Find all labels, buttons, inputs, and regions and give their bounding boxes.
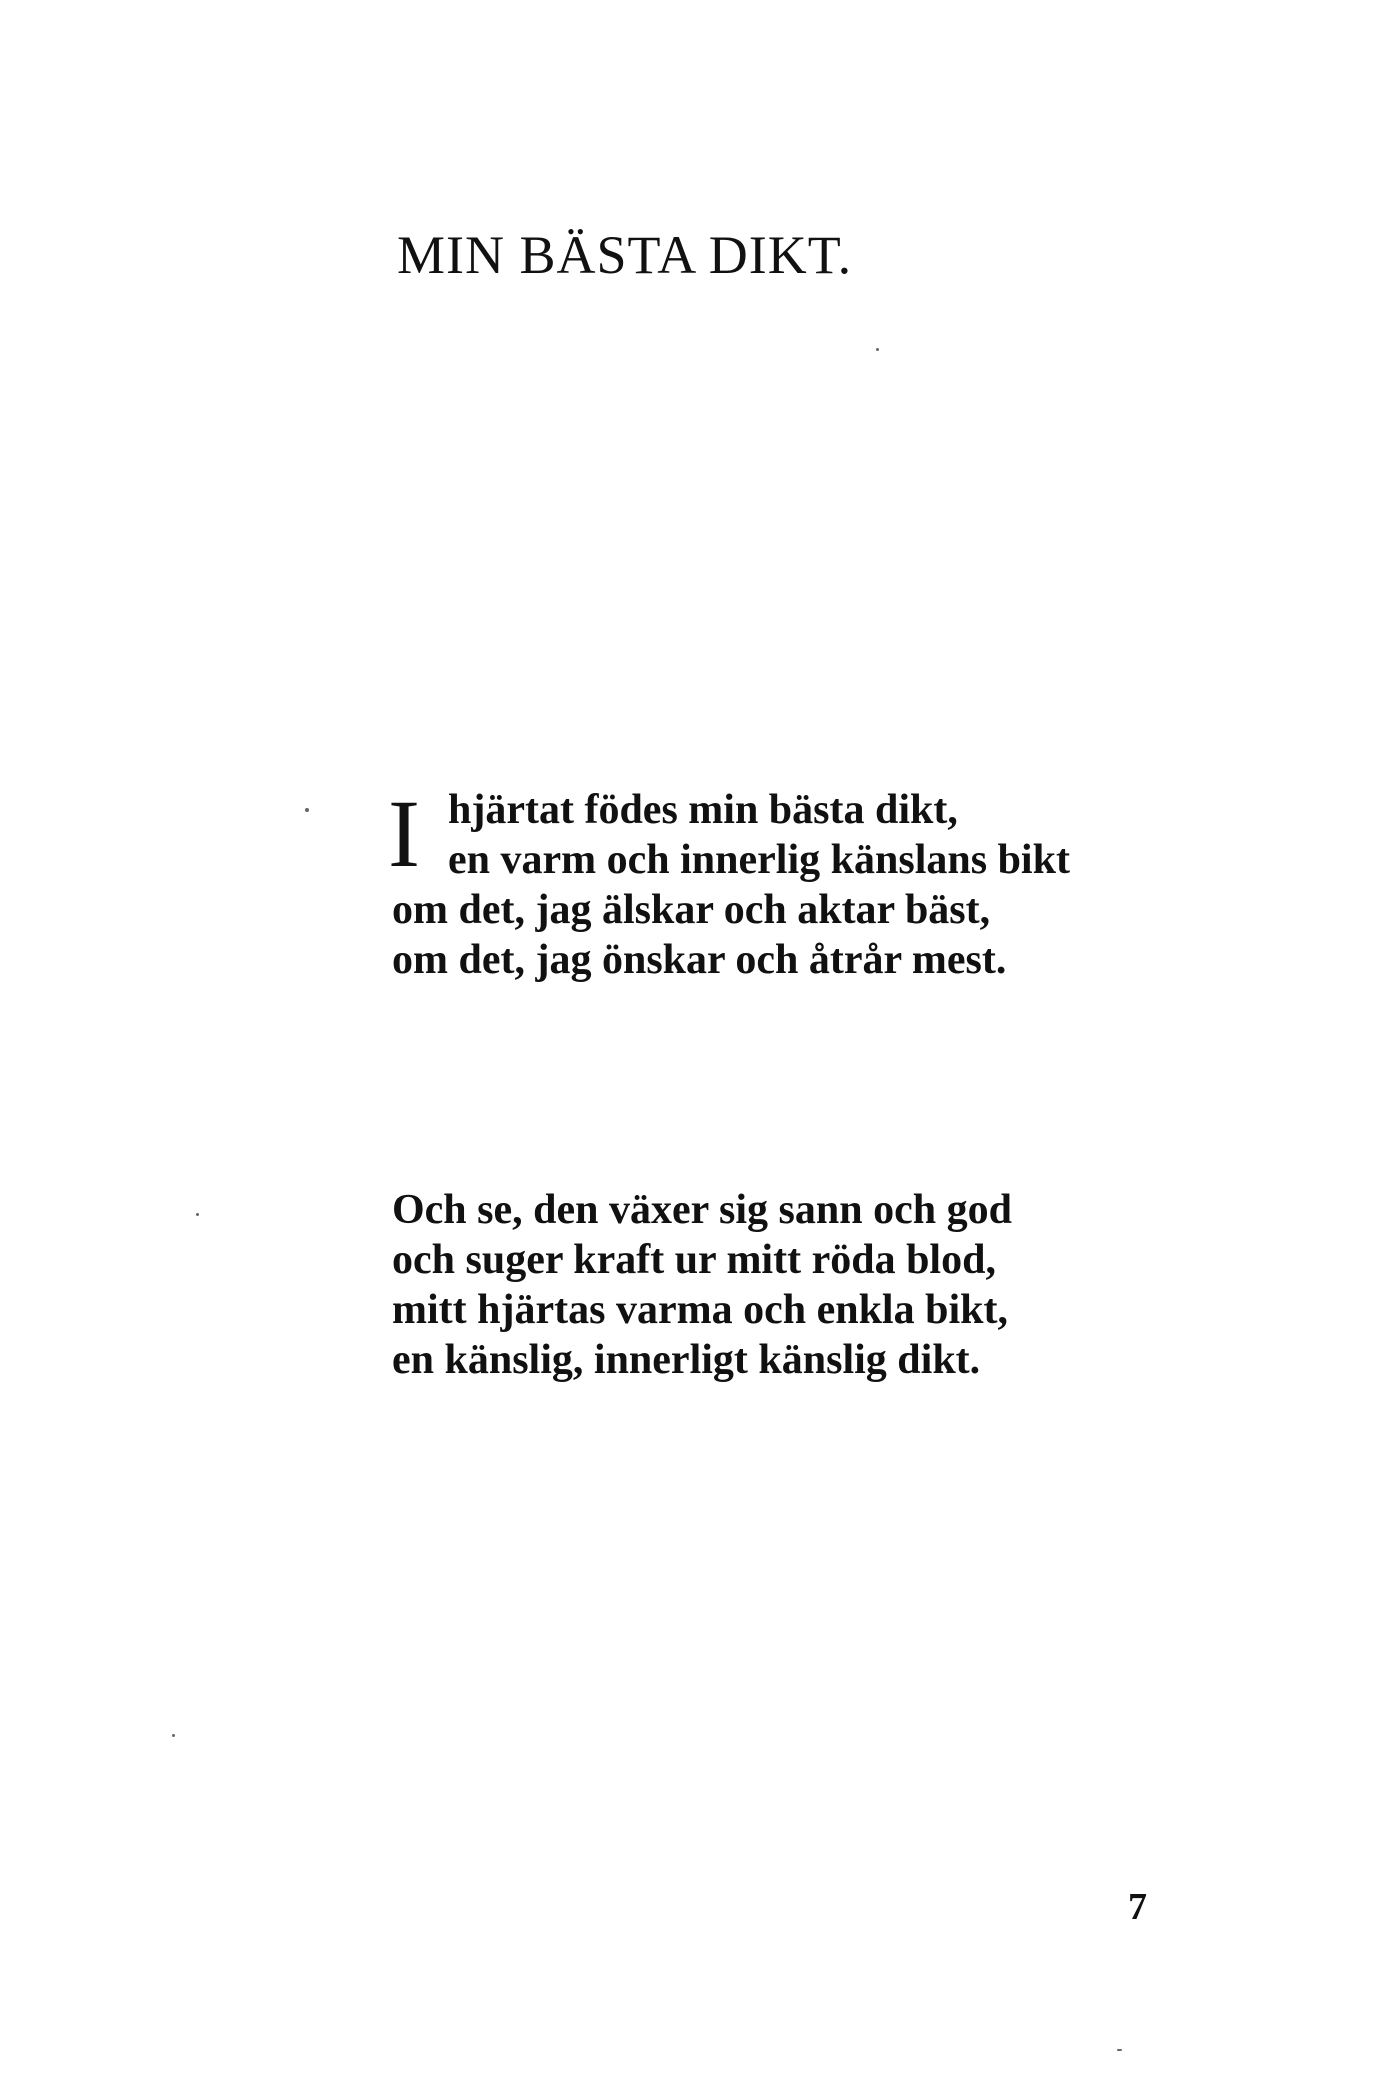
scan-speck: [172, 1734, 175, 1737]
drop-cap-letter: I: [388, 780, 420, 887]
poem-line: mitt hjärtas varma och enkla bikt,: [392, 1287, 1008, 1333]
scan-speck: [305, 808, 309, 812]
page-number: 7: [1128, 1886, 1147, 1928]
scan-speck: [1117, 2049, 1122, 2051]
poem-line: Och se, den växer sig sann och god: [392, 1187, 1012, 1233]
poem-title: MIN BÄSTA DIKT.: [397, 225, 853, 285]
poem-line: om det, jag önskar och åtrår mest.: [392, 937, 1007, 983]
stanza-1: [388, 780, 1070, 985]
poem-line: och suger kraft ur mitt röda blod,: [392, 1237, 996, 1283]
poem-line: hjärtat födes min bästa dikt,: [448, 787, 958, 833]
scan-speck: [196, 1213, 199, 1216]
stanza-2: [392, 1185, 1012, 1385]
poem-line: en känslig, innerligt känslig dikt.: [392, 1337, 981, 1383]
scan-speck: [876, 348, 879, 351]
poem-line: om det, jag älskar och aktar bäst,: [392, 887, 991, 933]
poem-line: en varm och innerlig känslans bikt: [448, 837, 1070, 883]
